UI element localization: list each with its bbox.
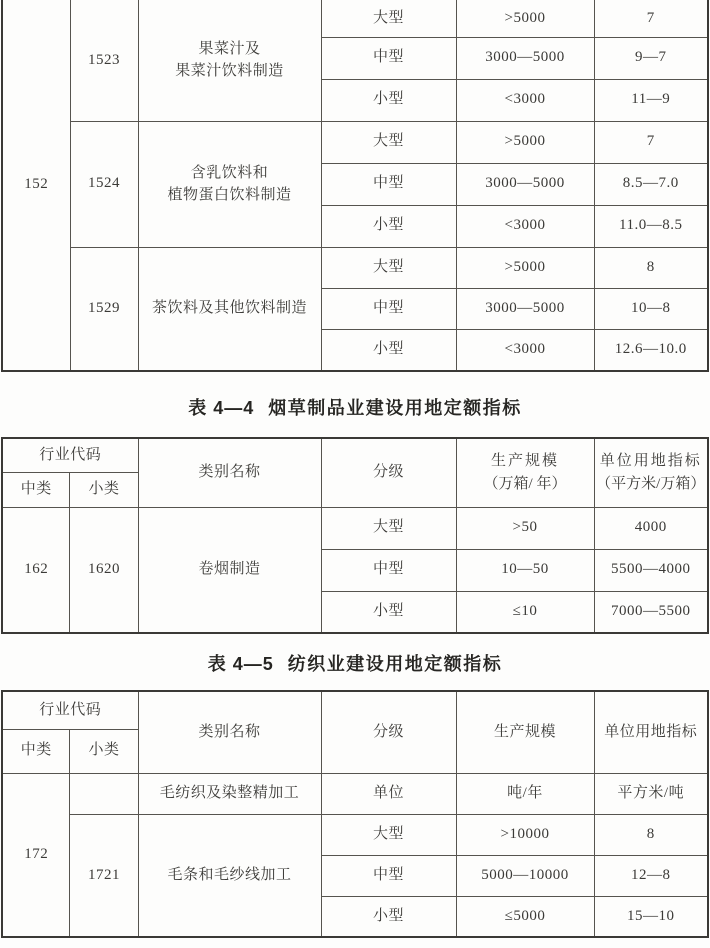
cell-quota: 15—10 [594,896,708,937]
header-scale [456,438,594,507]
table-row [2,121,708,163]
cell-category-name: 茶饮料及其他饮料制造 [138,247,321,371]
cell-quota: 4000 [594,507,708,549]
header-scale-unit: （万箱/ 年） [483,475,567,492]
category-name-line: 植物蛋白饮料制造 [167,187,292,203]
header-scale-line: 生产规模 [490,453,559,470]
table-4-5-title-label: 表 4—5 [207,654,274,674]
table-4-4-title-label: 表 4—4 [188,398,255,418]
cell-grade: 大型 [321,121,456,163]
cell-grade: 中型 [321,37,456,79]
cell-category-name [138,121,321,247]
header-mid-class: 中类 [2,472,70,507]
cell-scale: >10000 [456,814,594,855]
tobacco-quota-table [1,437,709,634]
table-row [2,0,708,37]
cell-quota: 8 [594,247,708,288]
cell-quota: 12—8 [594,855,708,896]
cell-small-class-code: 1524 [70,121,138,247]
cell-category-name: 毛纺织及染整精加工 [138,773,321,814]
header-small-class: 小类 [70,729,138,773]
cell-grade: 大型 [321,0,456,37]
table-row [2,507,708,549]
cell-scale: <3000 [456,205,594,247]
header-grade: 分级 [321,438,456,507]
header-grade: 分级 [321,691,456,773]
cell-grade: 小型 [321,329,456,371]
header-small-class: 小类 [70,472,138,507]
cell-quota: 10—8 [594,288,708,329]
header-category: 类别名称 [138,438,321,507]
cell-scale: >5000 [456,247,594,288]
table-row [2,247,708,288]
cell-grade: 大型 [321,507,456,549]
header-scale: 生产规模 [456,691,594,773]
cell-grade: 小型 [321,79,456,121]
cell-quota: 8 [594,814,708,855]
cell-quota: 7 [594,121,708,163]
cell-quota: 平方米/吨 [594,773,708,814]
cell-quota: 5500—4000 [594,549,708,591]
cell-scale: >50 [456,507,594,549]
cell-scale: >5000 [456,121,594,163]
textile-quota-table [1,690,709,938]
cell-grade: 中型 [321,549,456,591]
cell-grade: 中型 [321,288,456,329]
cell-grade: 小型 [321,205,456,247]
cell-scale: 3000—5000 [456,288,594,329]
cell-grade: 大型 [321,814,456,855]
cell-scale: 3000—5000 [456,37,594,79]
cell-category-name: 卷烟制造 [138,507,321,633]
table-4-4-title-text: 烟草制品业建设用地定额指标 [268,398,522,418]
cell-grade: 中型 [321,163,456,205]
cell-small-class-code: 1529 [70,247,138,371]
table-4-5-title-text: 纺织业建设用地定额指标 [287,654,503,674]
cell-scale: 5000—10000 [456,855,594,896]
cell-category-name: 毛条和毛纱线加工 [138,814,321,937]
cell-scale: 吨/年 [456,773,594,814]
cell-grade: 中型 [321,855,456,896]
cell-scale: >5000 [456,0,594,37]
cell-mid-class-code: 162 [2,507,70,633]
cell-grade: 大型 [321,247,456,288]
cell-scale: 10—50 [456,549,594,591]
cell-category-name [138,0,321,121]
cell-quota: 7000—5500 [594,591,708,633]
cell-grade: 单位 [321,773,456,814]
cell-scale: ≤5000 [456,896,594,937]
cell-quota: 11.0—8.5 [594,205,708,247]
cell-quota: 8.5—7.0 [594,163,708,205]
cell-grade: 小型 [321,591,456,633]
header-quota [594,438,708,507]
category-name-line: 果菜汁饮料制造 [175,63,284,80]
category-name-line: 含乳饮料和 [190,164,269,181]
cell-small-class-code: 1523 [70,0,138,121]
header-industry-code: 行业代码 [2,438,138,472]
header-category: 类别名称 [138,691,321,773]
header-quota-unit: （平方米/万箱） [596,475,706,492]
category-name-line: 果菜汁及 [198,40,261,57]
cell-quota: 11—9 [594,79,708,121]
cell-scale: ≤10 [456,591,594,633]
cell-small-class-code-empty [70,773,138,814]
table-4-5-title [0,652,710,677]
cell-quota: 7 [594,0,708,37]
header-quota-line: 单位用地指标 [599,453,702,470]
cell-mid-class-code: 172 [2,773,70,937]
table-4-4-title [0,396,710,421]
table-header-row [2,691,708,729]
cell-small-class-code: 1721 [70,814,138,937]
cell-scale: 3000—5000 [456,163,594,205]
header-industry-code: 行业代码 [2,691,138,729]
cell-mid-class-code: 152 [2,0,70,371]
cell-scale: <3000 [456,79,594,121]
table-row [2,814,708,855]
cell-scale: <3000 [456,329,594,371]
header-mid-class: 中类 [2,729,70,773]
cell-quota: 12.6—10.0 [594,329,708,371]
cell-quota: 9—7 [594,37,708,79]
header-quota: 单位用地指标 [594,691,708,773]
beverage-quota-table [1,0,709,372]
cell-small-class-code: 1620 [70,507,138,633]
cell-grade: 小型 [321,896,456,937]
table-header-row [2,438,708,472]
table-row [2,773,708,814]
